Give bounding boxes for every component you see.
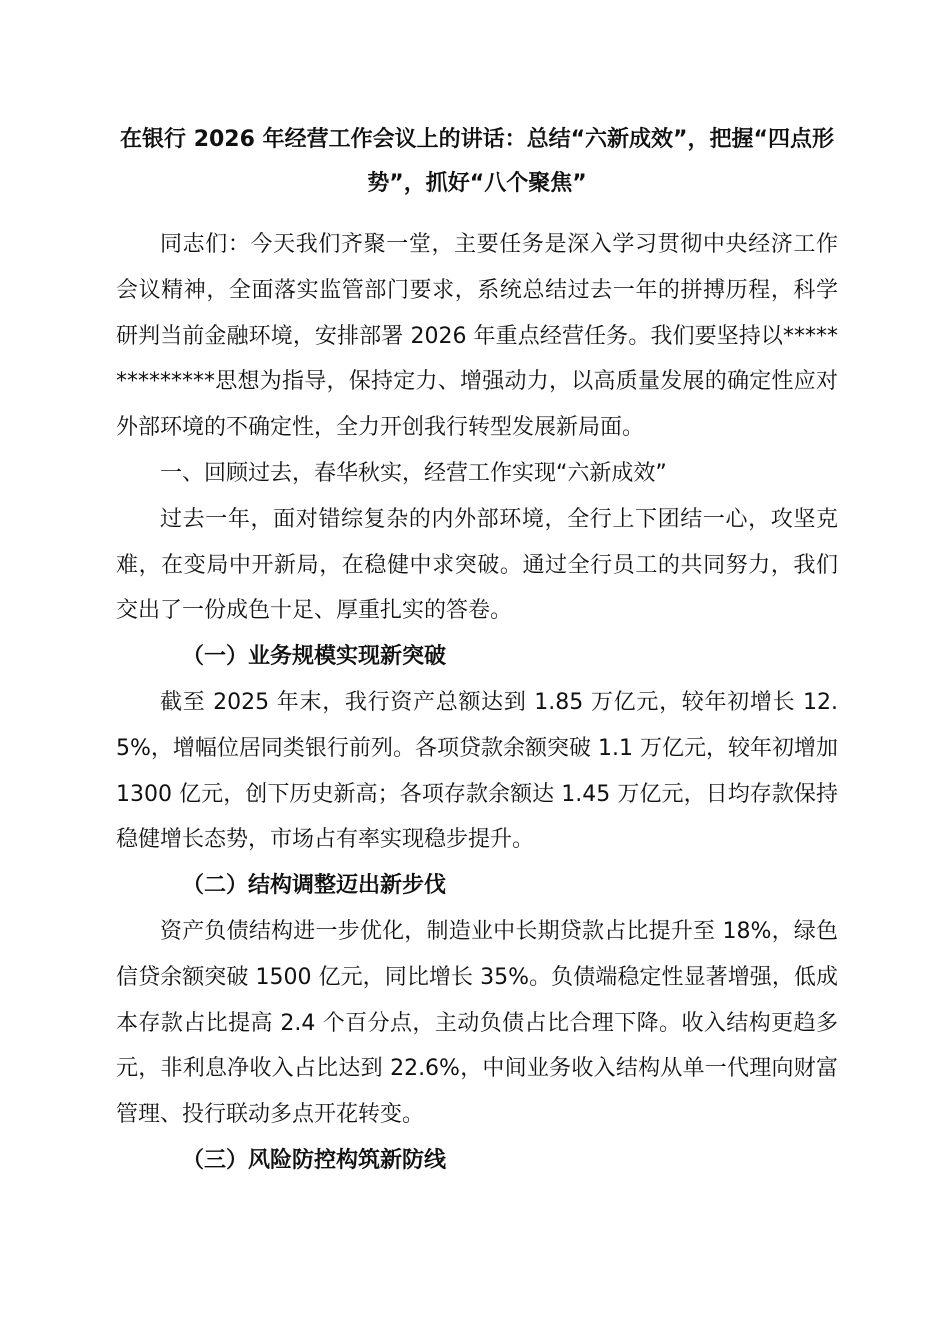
subsection-1-heading: （一）业务规模实现新突破 [182, 644, 447, 670]
document-title: 在银行 2026 年经营工作会议上的讲话：总结“六新成效”，把握“四点形势”，抓好“八个聚焦” [120, 127, 834, 196]
subsection-1-paragraph: 截至 2025 年末，我行资产总额达到 1.85 万亿元，较年初增长 12.5%，增幅位居同类银行前列。各项贷款余额突破 1.1 万亿元，较年初增加 1300 亿元，创下历史新高；各项存款余额达 1.45 万亿元，日均存款保持稳健增长态势，市场占有率实现稳步提升。 [116, 689, 838, 853]
subsection-3-heading: （三）风险防控构筑新防线 [182, 1147, 447, 1173]
document-content [116, 118, 838, 1184]
section-1-heading: 一、回顾过去，春华秋实，经营工作实现“六新成效” [160, 460, 667, 486]
intro-paragraph: 同志们：今天我们齐聚一堂，主要任务是深入学习贯彻中央经济工作会议精神，全面落实监管部门要求，系统总结过去一年的拼搏历程，科学研判当前金融环境，安排部署 2026 年重点经营任务。我们要坚持以**************思想为指导，保持定力、增强动力，以高质量发展的确定性应对外部环境的不确定性，全力开创我行转型发展新局面。 [116, 232, 838, 441]
section-1-intro-paragraph: 过去一年，面对错综复杂的内外部环境，全行上下团结一心，攻坚克难，在变局中开新局，在稳健中求突破。通过全行员工的共同努力，我们交出了一份成色十足、厚重扎实的答卷。 [116, 506, 838, 624]
subsection-2-heading: （二）结构调整迈出新步伐 [182, 873, 447, 899]
subsection-2-paragraph: 资产负债结构进一步优化，制造业中长期贷款占比提升至 18%，绿色信贷余额突破 1500 亿元，同比增长 35%。负债端稳定性显著增强，低成本存款占比提高 2.4 个百分点，主动负债占比合理下降。收入结构更趋多元，非利息净收入占比达到 22.6%，中间业务收入结构从单一代理向财富管理、投行联动多点开花转变。 [116, 918, 838, 1128]
